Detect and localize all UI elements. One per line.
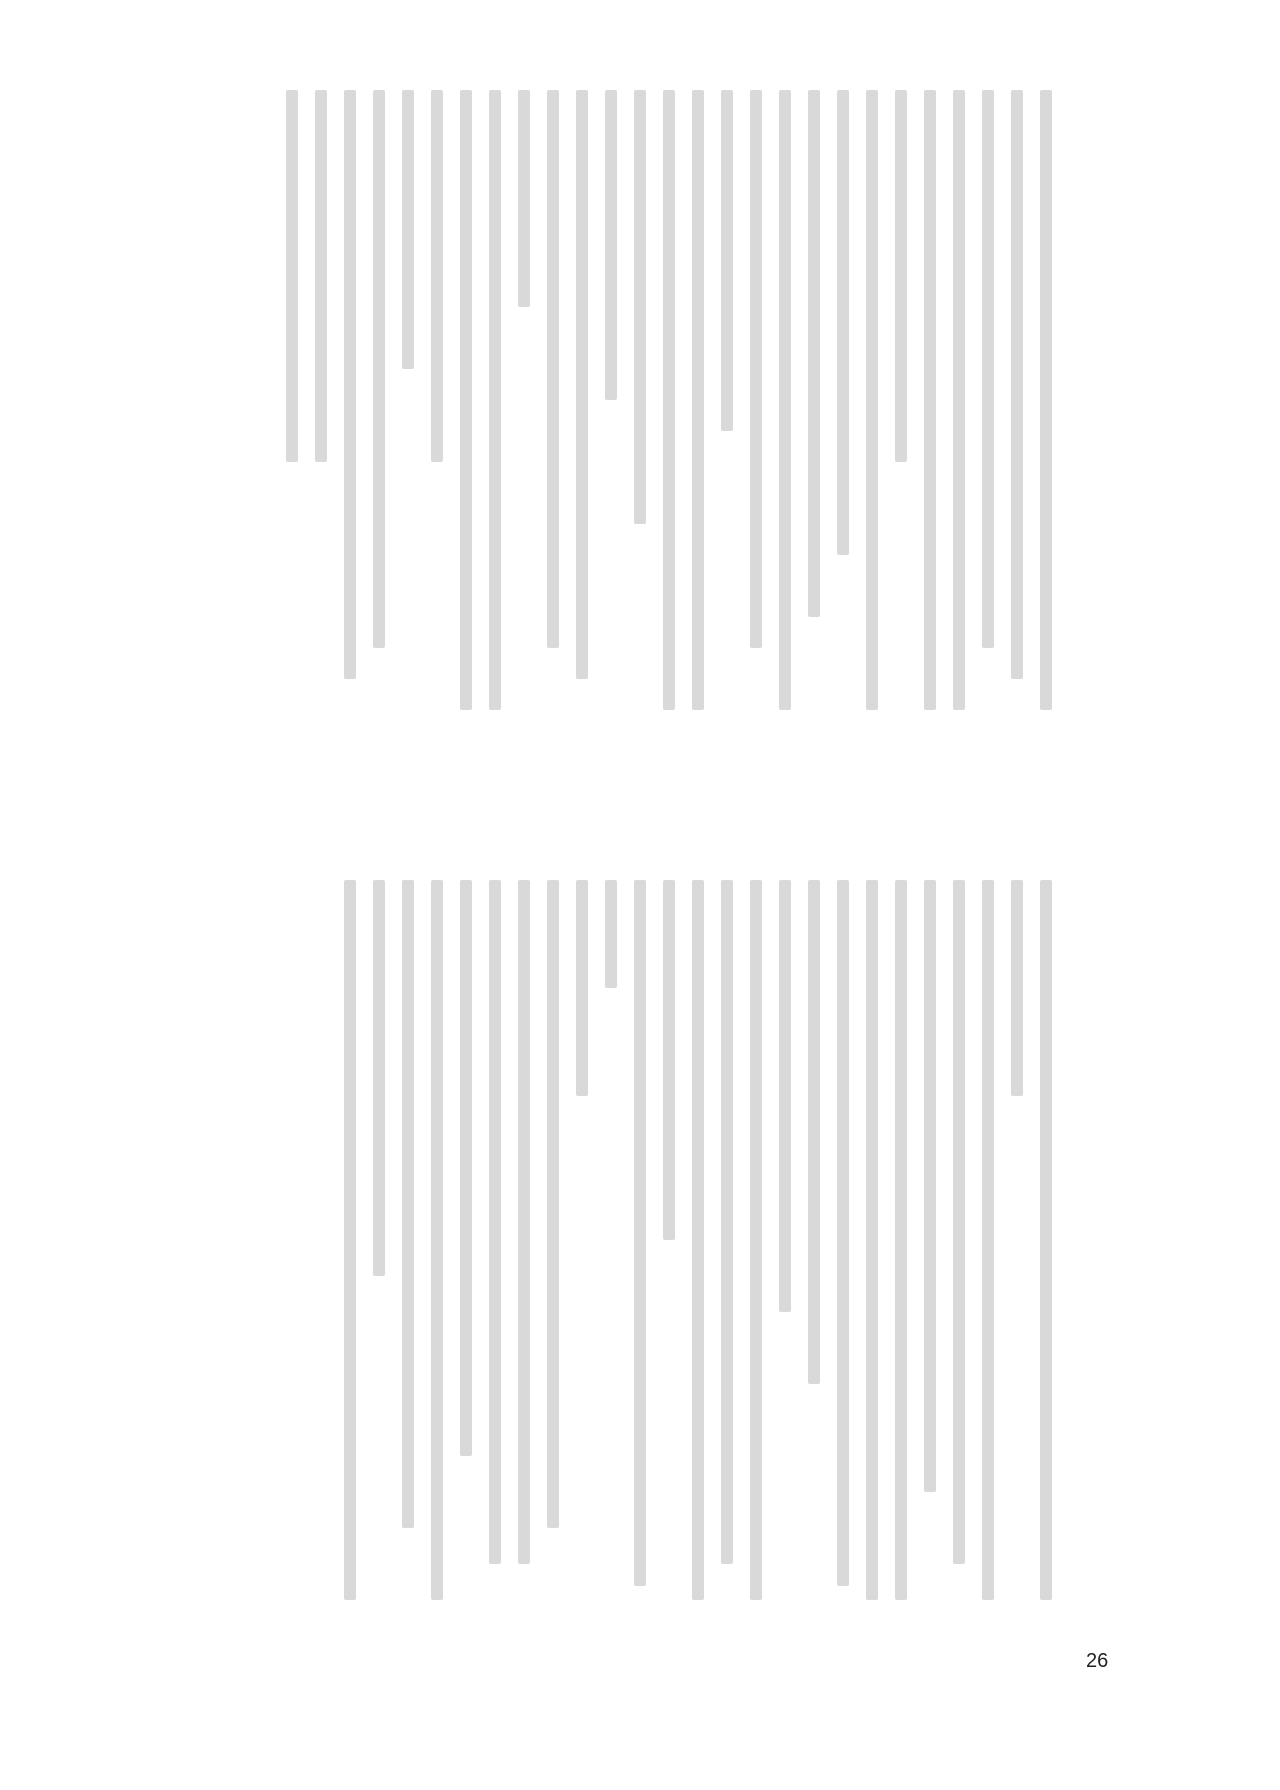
text-line-placeholder bbox=[808, 880, 820, 1384]
text-line-placeholder bbox=[634, 880, 646, 1586]
text-line-placeholder bbox=[431, 90, 443, 462]
lower-text-block bbox=[344, 880, 1052, 1600]
text-line-placeholder bbox=[402, 880, 414, 1528]
text-line-placeholder bbox=[576, 880, 588, 1096]
text-line-placeholder bbox=[1040, 90, 1052, 710]
text-line-placeholder bbox=[344, 880, 356, 1600]
text-line-placeholder bbox=[924, 880, 936, 1492]
text-line-placeholder bbox=[779, 90, 791, 710]
text-line-placeholder bbox=[344, 90, 356, 679]
text-line-placeholder bbox=[489, 880, 501, 1564]
text-line-placeholder bbox=[489, 90, 501, 710]
text-line-placeholder bbox=[1011, 880, 1023, 1096]
text-line-placeholder bbox=[547, 880, 559, 1528]
text-line-placeholder bbox=[895, 880, 907, 1600]
text-line-placeholder bbox=[953, 880, 965, 1564]
text-line-placeholder bbox=[663, 880, 675, 1240]
text-line-placeholder bbox=[779, 880, 791, 1312]
text-line-placeholder bbox=[605, 90, 617, 400]
text-line-placeholder bbox=[373, 880, 385, 1276]
text-line-placeholder bbox=[750, 880, 762, 1600]
text-line-placeholder bbox=[605, 880, 617, 988]
text-line-placeholder bbox=[373, 90, 385, 648]
text-line-placeholder bbox=[982, 90, 994, 648]
text-line-placeholder bbox=[547, 90, 559, 648]
text-line-placeholder bbox=[286, 90, 298, 462]
text-line-placeholder bbox=[431, 880, 443, 1600]
upper-text-block bbox=[286, 90, 1052, 710]
text-line-placeholder bbox=[518, 880, 530, 1564]
text-line-placeholder bbox=[634, 90, 646, 524]
text-line-placeholder bbox=[518, 90, 530, 307]
text-line-placeholder bbox=[315, 90, 327, 462]
text-line-placeholder bbox=[837, 90, 849, 555]
text-line-placeholder bbox=[692, 90, 704, 710]
text-line-placeholder bbox=[460, 90, 472, 710]
text-line-placeholder bbox=[721, 90, 733, 431]
text-line-placeholder bbox=[1040, 880, 1052, 1600]
text-line-placeholder bbox=[460, 880, 472, 1456]
text-line-placeholder bbox=[837, 880, 849, 1586]
text-line-placeholder bbox=[866, 90, 878, 710]
text-line-placeholder bbox=[576, 90, 588, 679]
text-line-placeholder bbox=[402, 90, 414, 369]
text-line-placeholder bbox=[750, 90, 762, 648]
text-line-placeholder bbox=[924, 90, 936, 710]
text-line-placeholder bbox=[953, 90, 965, 710]
page-number: 26 bbox=[1086, 1650, 1109, 1672]
text-line-placeholder bbox=[692, 880, 704, 1600]
text-line-placeholder bbox=[721, 880, 733, 1564]
text-line-placeholder bbox=[663, 90, 675, 710]
text-line-placeholder bbox=[982, 880, 994, 1600]
text-line-placeholder bbox=[1011, 90, 1023, 679]
text-line-placeholder bbox=[808, 90, 820, 617]
text-line-placeholder bbox=[866, 880, 878, 1600]
text-line-placeholder bbox=[895, 90, 907, 462]
